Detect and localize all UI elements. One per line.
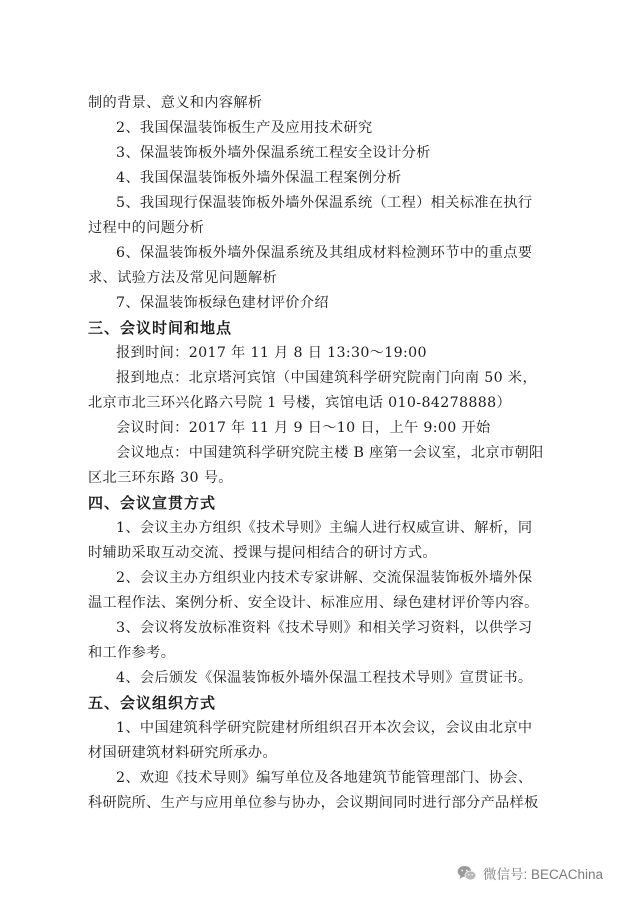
text-line: 报到时间：2017 年 11 月 8 日 13:30～19:00	[116, 345, 427, 361]
text-line: 北京市北三环兴化路六号院 1 号楼，宾馆电话 010-84278888）	[88, 395, 511, 411]
section-heading: 五、会议组织方式	[88, 694, 217, 712]
text-line: 会议地点：中国建筑科学研究院主楼 B 座第一会议室，北京市朝阳	[116, 445, 544, 461]
text-line: 区北三环东路 30 号。	[88, 470, 233, 486]
wechat-icon	[457, 865, 477, 882]
text-line: 和工作参考。	[88, 645, 176, 661]
watermark-text: 微信号: BECAChina	[483, 867, 604, 882]
list-item: 7、保温装饰板绿色建材评价介绍	[116, 295, 329, 311]
section-heading: 三、会议时间和地点	[88, 319, 233, 337]
text-line: 时辅助采取互动交流、授课与提问相结合的研讨方式。	[88, 545, 437, 561]
list-item: 3、保温装饰板外墙外保温系统工程安全设计分析	[116, 145, 431, 161]
list-item: 4、我国保温装饰板外墙外保温工程案例分析	[116, 170, 402, 186]
list-item: 2、我国保温装饰板生产及应用技术研究	[116, 120, 373, 136]
list-item: 4、会后颁发《保温装饰板外墙外保温工程技术导则》宣贯证书。	[116, 670, 533, 686]
list-item: 1、会议主办方组织《技术导则》主编人进行权威宣讲、解析，同	[116, 520, 533, 536]
text-line: 材国研建筑材料研究所承办。	[88, 745, 277, 761]
text-line: 制的背景、意义和内容解析	[88, 95, 263, 111]
list-item: 1、中国建筑科学研究院建材所组织召开本次会议，会议由北京中	[116, 720, 533, 736]
section-heading: 四、会议宣贯方式	[88, 494, 217, 512]
text-line: 温工程作法、案例分析、安全设计、标准应用、绿色建材评价等内容。	[88, 595, 539, 611]
list-item: 6、保温装饰板外墙外保温系统及其组成材料检测环节中的重点要	[116, 245, 533, 261]
text-line: 过程中的问题分析	[88, 220, 205, 236]
wechat-watermark	[457, 862, 603, 884]
text-line: 会议时间：2017 年 11 月 9 日～10 日，上午 9:00 开始	[116, 420, 491, 436]
list-item: 2、欢迎《技术导则》编写单位及各地建筑节能管理部门、协会、	[116, 770, 533, 786]
text-line: 报到地点：北京塔河宾馆（中国建筑科学研究院南门向南 50 米，	[116, 370, 537, 386]
list-item: 3、会议将发放标准资料《技术导则》和相关学习资料，以供学习	[116, 620, 533, 636]
text-line: 求、试验方法及常见问题解析	[88, 270, 277, 286]
text-line: 科研院所、生产与应用单位参与协办，会议期间同时进行部分产品样板	[88, 795, 539, 811]
list-item: 2、会议主办方组织业内技术专家讲解、交流保温装饰板外墙外保	[116, 570, 533, 586]
list-item: 5、我国现行保温装饰板外墙外保温系统（工程）相关标准在执行	[116, 195, 533, 211]
